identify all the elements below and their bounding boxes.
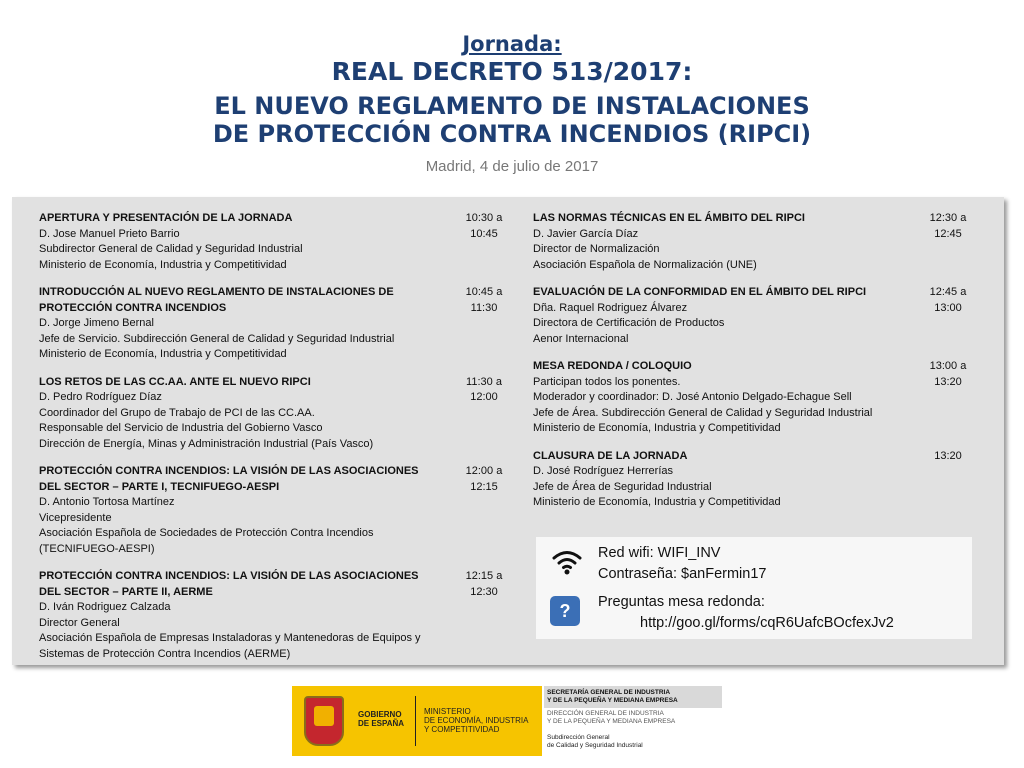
session-line: D. Javier García Díaz — [533, 227, 639, 240]
session-body — [39, 211, 514, 273]
session-body — [39, 569, 514, 662]
session-line: Coordinador del Grupo de Trabajo de PCI de las CC.AA. — [39, 406, 315, 419]
program-right-column — [533, 211, 978, 523]
session-title: PROTECCIÓN CONTRA INCENDIOS: LA VISIÓN DE LAS ASOCIACIONES DEL SECTOR – PARTE I, TECNIFUEGO-AESPI — [39, 465, 419, 493]
session-time-start: 10:30 a — [465, 212, 503, 224]
session-line: D. José Rodríguez Herrerías — [533, 465, 673, 477]
session-time-start: 13:20 — [934, 449, 962, 462]
gobierno-text — [358, 710, 404, 728]
session-title: LAS NORMAS TÉCNICAS EN EL ÁMBITO DEL RIPCI — [533, 212, 805, 224]
subdireccion-text — [544, 734, 722, 750]
secretaria-text — [544, 686, 722, 708]
session-title: EVALUACIÓN DE LA CONFORMIDAD EN EL ÁMBITO DEL RIPCI — [533, 286, 867, 298]
session-title: LOS RETOS DE LAS CC.AA. ANTE EL NUEVO RIPCI — [39, 375, 311, 388]
session-time — [454, 285, 514, 316]
direccion-line2: Y DE LA PEQUEÑA Y MEDIANA EMPRESA — [547, 718, 676, 725]
session-body — [39, 285, 514, 363]
session-body — [533, 359, 978, 437]
session-time — [918, 211, 978, 242]
session-time-start: 13:00 a — [929, 360, 967, 372]
session-time-start: 12:00 a — [465, 465, 503, 477]
program-session — [39, 569, 514, 662]
session-time-end: 12:00 — [470, 391, 498, 403]
questions-url-link[interactable]: http://goo.gl/forms/cqR6UafcBOcfexJv2 — [640, 615, 894, 631]
program-session — [533, 359, 978, 437]
ministry-line1: MINISTERIO — [424, 707, 471, 716]
info-box — [536, 537, 972, 639]
program-session — [39, 464, 514, 557]
session-time-end: 10:45 — [470, 227, 498, 240]
session-time-end: 13:20 — [934, 375, 962, 388]
session-body — [533, 285, 978, 347]
session-time-end: 12:45 — [934, 227, 962, 240]
secretaria-block — [544, 686, 722, 756]
logo-divider — [415, 696, 416, 746]
session-title: INTRODUCCIÓN AL NUEVO REGLAMENTO DE INSTALACIONES DE PROTECCIÓN CONTRA INCENDIOS — [39, 286, 394, 314]
session-line: Dirección de Energía, Minas y Administración Industrial (País Vasco) — [39, 437, 374, 450]
gobierno-logo — [292, 686, 542, 756]
event-title-line2: EL NUEVO REGLAMENTO DE INSTALACIONES — [214, 92, 810, 120]
session-line: Asociación Española de Sociedades de Protección Contra Incendios (TECNIFUEGO-AESPI) — [39, 527, 374, 555]
session-body — [533, 211, 978, 273]
program-session — [533, 449, 978, 511]
session-line: Participan todos los ponentes. — [533, 375, 681, 388]
session-time-end: 13:00 — [934, 301, 962, 314]
session-line: Director de Normalización — [533, 243, 660, 255]
session-time — [918, 285, 978, 316]
session-line: Asociación Española de Empresas Instaladoras y Mantenedoras de Equipos y Sistemas de Protección Contra Incendios (AERME) — [39, 632, 421, 660]
session-time-start: 11:30 a — [466, 375, 502, 388]
session-line: Subdirector General de Calidad y Seguridad Industrial — [39, 243, 303, 255]
footer-logos — [292, 686, 722, 756]
session-time-end: 11:30 — [470, 301, 498, 314]
session-line: Aenor Internacional — [533, 332, 629, 345]
session-line: D. Jorge Jimeno Bernal — [39, 317, 154, 329]
session-time — [454, 211, 514, 242]
subdireccion-line1: Subdirección General — [547, 734, 610, 741]
session-time-start: 12:30 a — [929, 212, 967, 224]
program-session — [533, 285, 978, 347]
event-kicker: Jornada: — [462, 32, 562, 56]
question-icon: ? — [550, 596, 580, 626]
session-line: Jefe de Área de Seguridad Industrial — [533, 480, 712, 493]
session-time-end: 12:15 — [470, 480, 498, 493]
session-time-end: 12:30 — [470, 585, 498, 598]
session-body — [39, 464, 514, 557]
session-line: Ministerio de Economía, Industria y Competitividad — [39, 258, 287, 271]
session-body — [533, 449, 978, 511]
secretaria-line2: Y DE LA PEQUEÑA Y MEDIANA EMPRESA — [547, 697, 678, 704]
session-line: Ministerio de Economía, Industria y Competitividad — [39, 348, 287, 360]
session-time — [454, 375, 514, 406]
session-time — [918, 449, 978, 465]
event-title-line1: REAL DECRETO 513/2017: — [331, 57, 693, 86]
direccion-line1: DIRECCIÓN GENERAL DE INDUSTRIA — [547, 710, 664, 717]
session-line: Vicepresidente — [39, 511, 112, 524]
subdireccion-line2: de Calidad y Seguridad Industrial — [547, 742, 643, 749]
coat-of-arms-icon — [304, 696, 344, 746]
program-left-column — [39, 211, 514, 674]
session-time — [918, 359, 978, 390]
wifi-network-label: Red wifi: WIFI_INV — [598, 545, 721, 561]
session-time-start: 12:15 a — [465, 570, 503, 582]
session-line: D. Antonio Tortosa Martínez — [39, 496, 175, 508]
gov-line2: DE ESPAÑA — [358, 719, 405, 728]
session-time — [454, 569, 514, 600]
session-time-start: 10:45 a — [465, 286, 503, 298]
session-line: Dña. Raquel Rodriguez Álvarez — [533, 301, 688, 314]
session-title: APERTURA Y PRESENTACIÓN DE LA JORNADA — [39, 212, 293, 224]
ministry-line2: DE ECONOMÍA, INDUSTRIA — [424, 716, 529, 725]
session-line: Jefe de Servicio. Subdirección General de Calidad y Seguridad Industrial — [39, 332, 395, 345]
session-line: D. Iván Rodriguez Calzada — [39, 601, 171, 613]
questions-label: Preguntas mesa redonda: — [598, 594, 765, 610]
gov-line1: GOBIERNO — [358, 710, 402, 719]
program-session — [39, 211, 514, 273]
direccion-text — [544, 710, 722, 726]
session-time — [454, 464, 514, 495]
session-title: MESA REDONDA / COLOQUIO — [533, 360, 692, 372]
session-time-start: 12:45 a — [929, 286, 967, 298]
ministry-text — [424, 707, 528, 734]
ministry-line3: Y COMPETITIVIDAD — [424, 725, 500, 734]
event-date: Madrid, 4 de julio de 2017 — [425, 158, 599, 175]
program-session — [39, 375, 514, 453]
session-line: Asociación Española de Normalización (UNE) — [533, 258, 757, 271]
session-line: Ministerio de Economía, Industria y Competitividad — [533, 422, 781, 434]
event-title-block — [0, 92, 1024, 148]
program-panel — [12, 197, 1004, 665]
session-line: D. Jose Manuel Prieto Barrio — [39, 227, 180, 240]
session-line: Directora de Certificación de Productos — [533, 317, 725, 329]
wifi-password-label: Contraseña: $anFermin17 — [598, 566, 767, 582]
session-body — [39, 375, 514, 453]
session-line: Ministerio de Economía, Industria y Competitividad — [533, 496, 781, 508]
session-line: Jefe de Área. Subdirección General de Calidad y Seguridad Industrial — [533, 406, 873, 419]
session-title: PROTECCIÓN CONTRA INCENDIOS: LA VISIÓN DE LAS ASOCIACIONES DEL SECTOR – PARTE II, AERME — [39, 570, 419, 598]
session-line: Responsable del Servicio de Industria del Gobierno Vasco — [39, 422, 323, 434]
event-title-line3: DE PROTECCIÓN CONTRA INCENDIOS (RIPCI) — [212, 120, 812, 148]
session-line: Moderador y coordinador: D. José Antonio Delgado-Echague Sell — [533, 391, 852, 403]
secretaria-line1: SECRETARÍA GENERAL DE INDUSTRIA — [547, 689, 671, 696]
session-line: D. Pedro Rodríguez Díaz — [39, 391, 162, 403]
program-session — [39, 285, 514, 363]
session-title: CLAUSURA DE LA JORNADA — [533, 449, 688, 462]
session-line: Director General — [39, 616, 120, 629]
wifi-icon — [552, 549, 582, 575]
program-session — [533, 211, 978, 273]
